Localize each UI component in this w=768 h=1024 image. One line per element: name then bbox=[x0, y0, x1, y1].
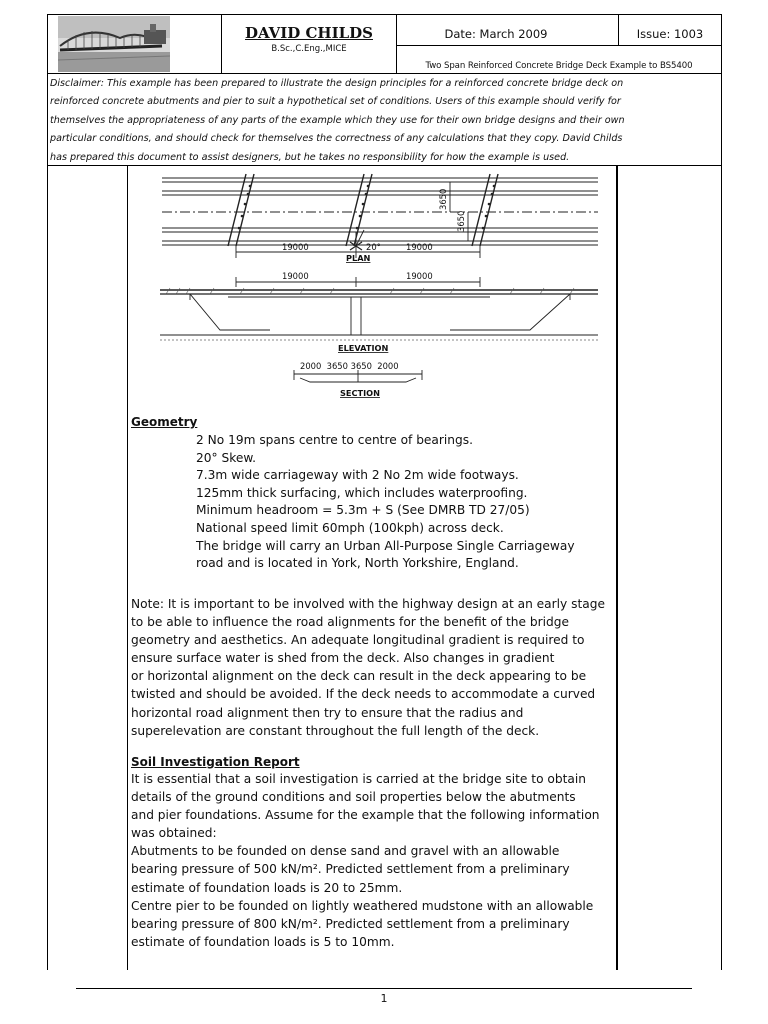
plan-width-2: 3650 bbox=[456, 210, 466, 232]
bridge-drawing bbox=[150, 170, 610, 405]
left-outer-border bbox=[47, 166, 48, 970]
geometry-item: 125mm thick surfacing, which includes waterproofing. bbox=[196, 485, 528, 500]
plan-skew-label: 20° bbox=[366, 242, 381, 252]
note-line: to be able to influence the road alignments for the benefit of the bridge bbox=[131, 615, 569, 630]
author-name: DAVID CHILDS bbox=[245, 24, 373, 42]
note-line: Note: It is important to be involved with the highway design at an early stage bbox=[131, 597, 605, 611]
note-line: horizontal road alignment then try to ensure that the radius and bbox=[131, 705, 524, 720]
soil-heading: Soil Investigation Report bbox=[131, 755, 300, 769]
bridge-photo bbox=[58, 16, 170, 72]
author-qualifications: B.Sc.,C.Eng.,MICE bbox=[271, 44, 347, 54]
disclaimer-text bbox=[50, 75, 720, 167]
elevation-view bbox=[160, 277, 598, 340]
note-paragraph bbox=[131, 595, 615, 740]
soil-line: was obtained: bbox=[131, 826, 217, 841]
geometry-item: 20° Skew. bbox=[196, 450, 257, 465]
plan-title: PLAN bbox=[346, 253, 371, 263]
geometry-item: Minimum headroom = 5.3m + S (See DMRB TD 27/05) bbox=[196, 503, 530, 518]
soil-line: bearing pressure of 500 kN/m². Predicted settlement from a preliminary bbox=[131, 862, 570, 877]
note-line: ensure surface water is shed from the deck. Also changes in gradient bbox=[131, 651, 555, 666]
page-number: 1 bbox=[380, 992, 388, 1005]
elevation-hatching bbox=[166, 288, 574, 294]
right-content-border bbox=[616, 166, 618, 970]
elevation-span-right: 19000 bbox=[406, 271, 433, 281]
soil-line: bearing pressure of 800 kN/m². Predicted settlement from a preliminary bbox=[131, 916, 570, 931]
geometry-item: 2 No 19m spans centre to centre of bearings. bbox=[196, 433, 473, 447]
soil-line: Centre pier to be founded on lightly weathered mudstone with an allowable bbox=[131, 898, 594, 913]
note-line: or horizontal alignment on the deck can result in the deck appearing to be bbox=[131, 669, 587, 684]
geometry-item: road and is located in York, North Yorkshire, England. bbox=[196, 556, 519, 571]
geometry-item: 7.3m wide carriageway with 2 No 2m wide footways. bbox=[196, 468, 519, 483]
document-date: Date: March 2009 bbox=[444, 27, 548, 41]
left-content-border bbox=[127, 166, 128, 970]
soil-line: estimate of foundation loads is 5 to 10mm. bbox=[131, 934, 395, 949]
disclaimer-line: themselves the appropriateness of any parts of the example which they use for their own bridge designs and their own bbox=[50, 114, 625, 126]
note-line: geometry and aesthetics. An adequate longitudinal gradient is required to bbox=[131, 633, 585, 648]
soil-line: details of the ground conditions and soil properties below the abutments bbox=[131, 790, 576, 805]
geometry-list bbox=[196, 432, 606, 573]
geometry-item: National speed limit 60mph (100kph) across deck. bbox=[196, 520, 504, 535]
elevation-title: ELEVATION bbox=[338, 343, 389, 353]
right-outer-border bbox=[721, 166, 722, 970]
soil-paragraph bbox=[131, 770, 615, 951]
soil-line: estimate of foundation loads is 20 to 25mm. bbox=[131, 880, 403, 895]
disclaimer-line: Disclaimer: This example has been prepared to illustrate the design principles for a reinforced concrete bridge deck on bbox=[50, 78, 624, 89]
document-title: Two Span Reinforced Concrete Bridge Deck Example to BS5400 bbox=[425, 61, 693, 71]
note-line: superelevation are constant throughout the full length of the deck. bbox=[131, 723, 540, 738]
plan-width-1: 3650 bbox=[438, 188, 448, 210]
note-line: twisted and should be avoided. If the deck needs to accommodate a curved bbox=[131, 687, 596, 702]
disclaimer-line: has prepared this document to assist designers, but he takes no responsibility for how the example is used. bbox=[50, 151, 570, 163]
footer-rule bbox=[76, 988, 692, 989]
elevation-span-left: 19000 bbox=[282, 271, 309, 281]
soil-line: and pier foundations. Assume for the example that the following information bbox=[131, 808, 600, 823]
section-dimensions: 2000 3650 3650 2000 bbox=[300, 361, 399, 371]
section-title: SECTION bbox=[340, 388, 380, 398]
soil-line: Abutments to be founded on dense sand and gravel with an allowable bbox=[131, 844, 560, 859]
disclaimer-line: reinforced concrete abutments and pier to suit a hypothetical set of conditions. Users of this example should verify for bbox=[50, 96, 621, 108]
geometry-item: The bridge will carry an Urban All-Purpose Single Carriageway bbox=[196, 538, 575, 553]
plan-span-right: 19000 bbox=[406, 242, 433, 252]
document-issue: Issue: 1003 bbox=[636, 27, 704, 41]
plan-span-left: 19000 bbox=[282, 242, 309, 252]
section-view bbox=[294, 370, 422, 382]
disclaimer-line: particular conditions, and should check for themselves the correctness of any calculations that they copy. David Childs bbox=[50, 133, 623, 145]
geometry-heading: Geometry bbox=[131, 415, 198, 429]
soil-line: It is essential that a soil investigation is carried at the bridge site to obtain bbox=[131, 772, 586, 786]
